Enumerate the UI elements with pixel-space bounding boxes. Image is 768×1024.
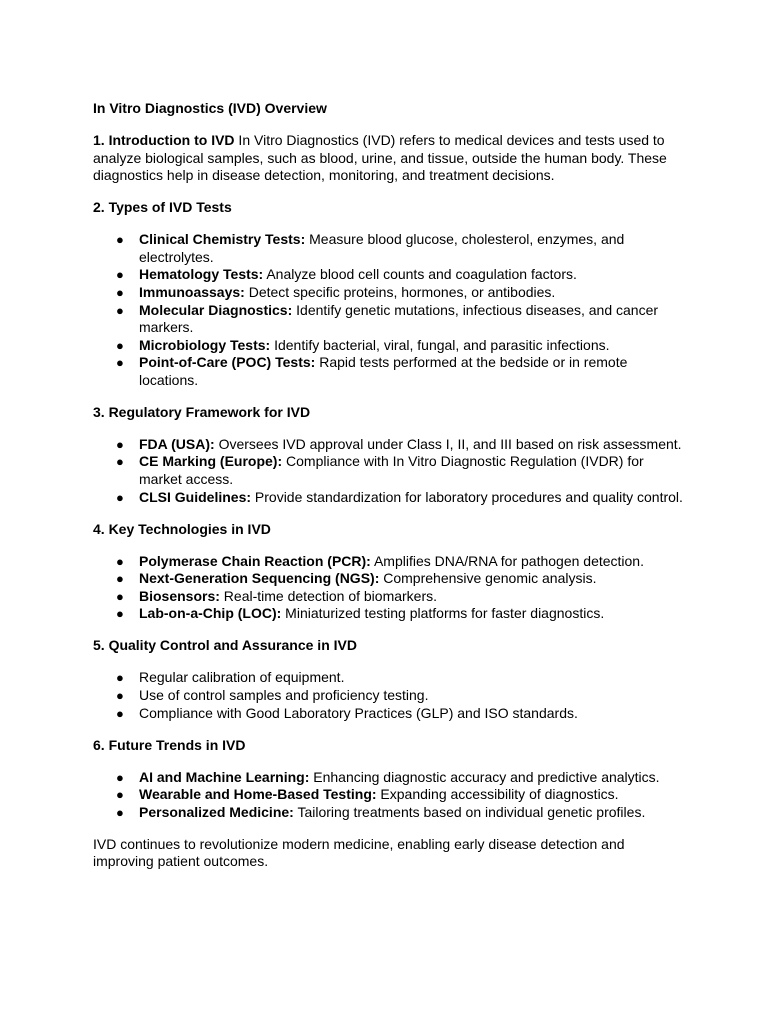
list-item-text: Miniaturized testing platforms for faster diagnostics. bbox=[281, 605, 605, 622]
section-heading: 6. Future Trends in IVD bbox=[93, 736, 246, 753]
list-item-text: Regular calibration of equipment. bbox=[139, 669, 345, 686]
intro-heading: 1. Introduction to IVD bbox=[93, 131, 235, 148]
list-item bbox=[93, 605, 683, 623]
bullet-icon: ● bbox=[116, 302, 124, 318]
list-item-term: Lab-on-a-Chip (LOC): bbox=[139, 605, 282, 622]
list-item bbox=[93, 588, 683, 606]
list-item bbox=[93, 266, 683, 284]
conclusion-paragraph: IVD continues to revolutionize modern medicine, enabling early disease detection and improving patient outcomes. bbox=[93, 835, 625, 870]
bullet-list bbox=[93, 231, 683, 389]
bullet-icon: ● bbox=[116, 670, 124, 686]
document-page bbox=[93, 100, 683, 885]
list-item-text: Tailoring treatments based on individual genetic profiles. bbox=[293, 803, 646, 820]
bullet-icon: ● bbox=[116, 232, 124, 248]
list-item-text: Oversees IVD approval under Class I, II, and III based on risk assessment. bbox=[214, 435, 682, 452]
list-item-term: Microbiology Tests: bbox=[139, 336, 271, 353]
list-item bbox=[93, 337, 683, 355]
bullet-icon: ● bbox=[116, 606, 124, 622]
bullet-icon: ● bbox=[116, 436, 124, 452]
bullet-icon: ● bbox=[116, 454, 124, 470]
list-item bbox=[93, 489, 683, 507]
list-item-text: Provide standardization for laboratory procedures and quality control. bbox=[251, 488, 683, 505]
list-item bbox=[93, 769, 683, 787]
list-item-term: Hematology Tests: bbox=[139, 266, 264, 283]
list-item-text: Compliance with Good Laboratory Practices (GLP) and ISO standards. bbox=[139, 704, 578, 721]
list-item-term: AI and Machine Learning: bbox=[139, 768, 310, 785]
list-item-text: Comprehensive genomic analysis. bbox=[379, 570, 597, 587]
list-item-text: Enhancing diagnostic accuracy and predictive analytics. bbox=[309, 768, 660, 785]
bullet-icon: ● bbox=[116, 355, 124, 371]
list-item-term: Immunoassays: bbox=[139, 283, 245, 300]
list-item-text: Rapid tests performed at the bedside or in remote locations. bbox=[139, 354, 628, 388]
bullet-list bbox=[93, 436, 683, 506]
list-item-text: Analyze blood cell counts and coagulation factors. bbox=[263, 266, 577, 283]
bullet-icon: ● bbox=[116, 489, 124, 505]
bullet-list bbox=[93, 669, 683, 722]
bullet-icon: ● bbox=[116, 804, 124, 820]
list-item bbox=[93, 453, 683, 488]
list-item bbox=[93, 687, 683, 705]
section-heading: 5. Quality Control and Assurance in IVD bbox=[93, 637, 357, 654]
list-item-text: Use of control samples and proficiency testing. bbox=[139, 686, 429, 703]
bullet-list bbox=[93, 553, 683, 623]
list-item-term: Biosensors: bbox=[139, 587, 220, 604]
section-heading: 2. Types of IVD Tests bbox=[93, 199, 232, 216]
list-item-term: CE Marking (Europe): bbox=[139, 453, 283, 470]
list-item bbox=[93, 553, 683, 571]
bullet-list bbox=[93, 769, 683, 822]
sections-container bbox=[93, 199, 683, 821]
bullet-icon: ● bbox=[116, 705, 124, 721]
list-item-text: Detect specific proteins, hormones, or antibodies. bbox=[244, 283, 556, 300]
list-item bbox=[93, 354, 683, 389]
list-item bbox=[93, 786, 683, 804]
list-item bbox=[93, 436, 683, 454]
bullet-icon: ● bbox=[116, 588, 124, 604]
list-item bbox=[93, 302, 683, 337]
list-item-term: Personalized Medicine: bbox=[139, 803, 294, 820]
list-item bbox=[93, 570, 683, 588]
bullet-icon: ● bbox=[116, 687, 124, 703]
bullet-icon: ● bbox=[116, 787, 124, 803]
list-item bbox=[93, 804, 683, 822]
list-item-term: Wearable and Home-Based Testing: bbox=[139, 786, 377, 803]
list-item-term: CLSI Guidelines: bbox=[139, 488, 252, 505]
bullet-icon: ● bbox=[116, 571, 124, 587]
list-item-term: Molecular Diagnostics: bbox=[139, 301, 293, 318]
list-item-term: Next-Generation Sequencing (NGS): bbox=[139, 570, 380, 587]
list-item-text: Expanding accessibility of diagnostics. bbox=[376, 786, 619, 803]
list-item-term: FDA (USA): bbox=[139, 435, 215, 452]
bullet-icon: ● bbox=[116, 769, 124, 785]
list-item-text: Measure blood glucose, cholesterol, enzymes, and electrolytes. bbox=[139, 231, 625, 265]
section-heading: 4. Key Technologies in IVD bbox=[93, 520, 271, 537]
list-item bbox=[93, 284, 683, 302]
list-item-text: Compliance with In Vitro Diagnostic Regulation (IVDR) for market access. bbox=[139, 453, 644, 488]
list-item-text: Amplifies DNA/RNA for pathogen detection. bbox=[370, 552, 644, 569]
list-item-text: Identify genetic mutations, infectious diseases, and cancer markers. bbox=[139, 301, 659, 336]
bullet-icon: ● bbox=[116, 267, 124, 283]
bullet-icon: ● bbox=[116, 284, 124, 300]
list-item bbox=[93, 669, 683, 687]
list-item bbox=[93, 231, 683, 266]
list-item-text: Identify bacterial, viral, fungal, and parasitic infections. bbox=[270, 336, 610, 353]
list-item bbox=[93, 705, 683, 723]
document-title: In Vitro Diagnostics (IVD) Overview bbox=[93, 100, 327, 116]
section-heading: 3. Regulatory Framework for IVD bbox=[93, 403, 311, 420]
intro-paragraph bbox=[93, 132, 683, 185]
bullet-icon: ● bbox=[116, 553, 124, 569]
list-item-term: Clinical Chemistry Tests: bbox=[139, 231, 306, 248]
list-item-term: Polymerase Chain Reaction (PCR): bbox=[139, 552, 371, 569]
intro-text: In Vitro Diagnostics (IVD) refers to medical devices and tests used to analyze biological samples, such as blood, urine, and tissue, outside the human body. These diagnostics help in disease detection, monitoring, and treatment decisions. bbox=[93, 131, 667, 184]
bullet-icon: ● bbox=[116, 337, 124, 353]
list-item-text: Real-time detection of biomarkers. bbox=[219, 587, 438, 604]
list-item-term: Point-of-Care (POC) Tests: bbox=[139, 354, 316, 371]
